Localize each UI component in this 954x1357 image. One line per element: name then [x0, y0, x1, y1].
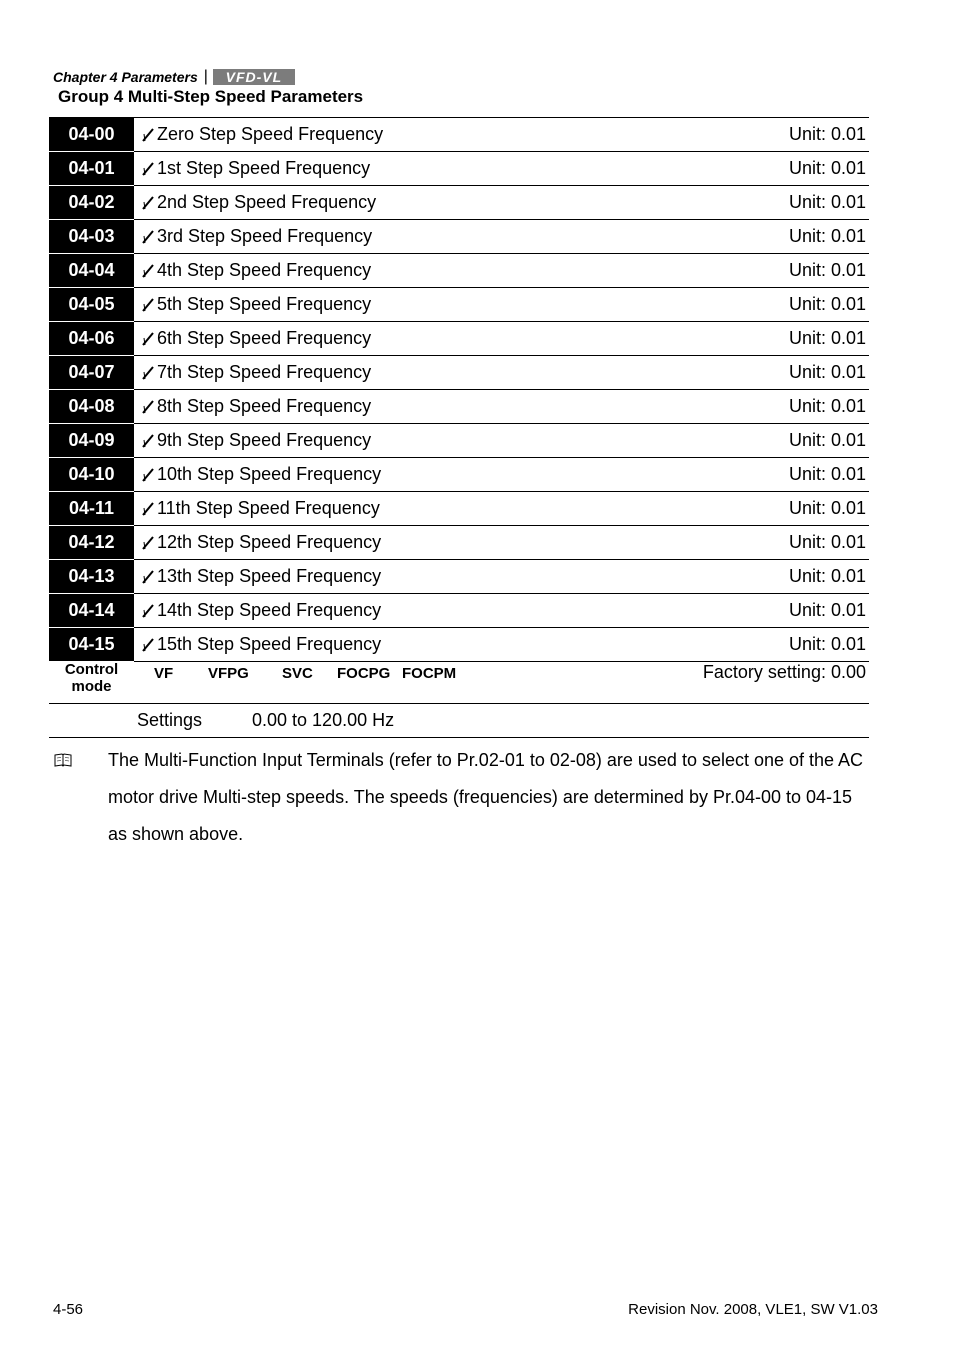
parameter-code: 04-07 — [49, 356, 134, 390]
pen-icon — [142, 434, 154, 448]
control-mode-row — [49, 656, 869, 704]
parameter-unit: Unit: 0.01 — [690, 186, 869, 220]
pen-icon — [142, 536, 154, 550]
parameter-name: 4th Step Speed Frequency — [157, 260, 372, 280]
settings-label: Settings — [137, 710, 203, 730]
parameter-unit: Unit: 0.01 — [690, 254, 869, 288]
table-row — [49, 526, 869, 560]
factory-setting: Factory setting: 0.00 — [702, 662, 866, 682]
table-row — [49, 220, 869, 254]
table-row — [49, 322, 869, 356]
parameter-name: 11th Step Speed Frequency — [157, 498, 380, 518]
parameter-name: 13th Step Speed Frequency — [157, 566, 382, 586]
parameter-name-cell — [134, 594, 690, 628]
parameter-code: 04-01 — [49, 152, 134, 186]
parameter-code: 04-15 — [49, 628, 134, 662]
mode-vf: VF — [154, 665, 174, 682]
parameter-name: 10th Step Speed Frequency — [157, 464, 382, 484]
parameter-name-cell — [134, 390, 690, 424]
parameter-unit: Unit: 0.01 — [690, 458, 869, 492]
table-row — [49, 254, 869, 288]
table-row — [49, 186, 869, 220]
mode-svc: SVC — [282, 665, 313, 682]
parameter-code: 04-14 — [49, 594, 134, 628]
pen-icon — [142, 400, 154, 414]
parameter-name: 8th Step Speed Frequency — [157, 396, 372, 416]
parameter-code: 04-09 — [49, 424, 134, 458]
mode-vfpg: VFPG — [208, 665, 249, 682]
parameter-unit: Unit: 0.01 — [690, 288, 869, 322]
table-row — [49, 118, 869, 152]
group-title: Group 4 Multi-Step Speed Parameters — [58, 87, 364, 106]
parameter-unit: Unit: 0.01 — [690, 356, 869, 390]
page-number: 4-56 — [53, 1301, 84, 1318]
pen-icon — [142, 298, 154, 312]
parameter-table — [49, 117, 869, 662]
parameter-name: 14th Step Speed Frequency — [157, 600, 382, 620]
parameter-code: 04-12 — [49, 526, 134, 560]
parameter-unit: Unit: 0.01 — [690, 628, 869, 662]
pen-icon — [142, 468, 154, 482]
parameter-name: 15th Step Speed Frequency — [157, 634, 382, 654]
parameter-name: 9th Step Speed Frequency — [157, 430, 372, 450]
parameter-name: 2nd Step Speed Frequency — [157, 192, 377, 212]
parameter-code: 04-03 — [49, 220, 134, 254]
parameter-name-cell — [134, 492, 690, 526]
note-text: The Multi-Function Input Terminals (refer to Pr.02-01 to 02-08) are used to select one of the AC motor drive Multi-step speeds. The speeds (frequencies) are determined by Pr.04-00 to 04-15 as shown above. — [108, 750, 864, 844]
parameter-unit: Unit: 0.01 — [690, 152, 869, 186]
table-row — [49, 152, 869, 186]
parameter-code: 04-00 — [49, 118, 134, 152]
parameter-name-cell — [134, 288, 690, 322]
settings-row — [49, 703, 869, 738]
parameter-name-cell — [134, 118, 690, 152]
parameter-name-cell — [134, 356, 690, 390]
pen-icon — [142, 128, 154, 142]
header-separator: | — [203, 68, 208, 85]
vfd-vl-logo: VFD-VL — [213, 69, 295, 85]
parameter-name-cell — [134, 152, 690, 186]
book-icon — [54, 753, 72, 767]
table-row — [49, 594, 869, 628]
parameter-name-cell — [134, 254, 690, 288]
parameter-unit: Unit: 0.01 — [690, 424, 869, 458]
mode-focpg: FOCPG — [337, 665, 391, 682]
pen-icon — [142, 230, 154, 244]
pen-icon — [142, 366, 154, 380]
parameter-name: 7th Step Speed Frequency — [157, 362, 372, 382]
table-row — [49, 356, 869, 390]
table-row — [49, 458, 869, 492]
parameter-name: 3rd Step Speed Frequency — [157, 226, 373, 246]
parameter-name-cell — [134, 322, 690, 356]
control-mode-label — [49, 661, 134, 695]
parameter-name: Zero Step Speed Frequency — [157, 124, 384, 144]
parameter-code: 04-04 — [49, 254, 134, 288]
table-row — [49, 288, 869, 322]
table-row — [49, 390, 869, 424]
parameter-name-cell — [134, 424, 690, 458]
parameter-name-cell — [134, 220, 690, 254]
parameter-unit: Unit: 0.01 — [690, 322, 869, 356]
revision-info: Revision Nov. 2008, VLE1, SW V1.03 — [628, 1301, 878, 1318]
parameter-unit: Unit: 0.01 — [690, 492, 869, 526]
chapter-header — [53, 68, 295, 86]
parameter-code: 04-02 — [49, 186, 134, 220]
chapter-title: Chapter 4 Parameters — [53, 69, 198, 85]
parameter-unit: Unit: 0.01 — [690, 220, 869, 254]
parameter-code: 04-11 — [49, 492, 134, 526]
pen-icon — [142, 162, 154, 176]
table-row — [49, 492, 869, 526]
parameter-unit: Unit: 0.01 — [690, 390, 869, 424]
parameter-name-cell — [134, 186, 690, 220]
parameter-unit: Unit: 0.01 — [690, 118, 869, 152]
parameter-unit: Unit: 0.01 — [690, 560, 869, 594]
parameter-name-cell — [134, 526, 690, 560]
control-label-line1: Control — [64, 661, 119, 678]
parameter-name: 12th Step Speed Frequency — [157, 532, 382, 552]
parameter-name-cell — [134, 560, 690, 594]
table-row — [49, 424, 869, 458]
parameter-name: 5th Step Speed Frequency — [157, 294, 372, 314]
parameter-name-cell — [134, 458, 690, 492]
parameter-code: 04-10 — [49, 458, 134, 492]
pen-icon — [142, 196, 154, 210]
pen-icon — [142, 638, 154, 652]
mode-focpm: FOCPM — [402, 665, 457, 682]
settings-value: 0.00 to 120.00 Hz — [252, 710, 395, 730]
control-label-line2: mode — [71, 678, 112, 695]
parameter-unit: Unit: 0.01 — [690, 594, 869, 628]
pen-icon — [142, 604, 154, 618]
pen-icon — [142, 570, 154, 584]
parameter-name: 1st Step Speed Frequency — [157, 158, 371, 178]
pen-icon — [142, 332, 154, 346]
pen-icon — [142, 264, 154, 278]
parameter-code: 04-06 — [49, 322, 134, 356]
parameter-code: 04-13 — [49, 560, 134, 594]
parameter-code: 04-05 — [49, 288, 134, 322]
parameter-name: 6th Step Speed Frequency — [157, 328, 372, 348]
table-row — [49, 560, 869, 594]
pen-icon — [142, 502, 154, 516]
parameter-code: 04-08 — [49, 390, 134, 424]
parameter-unit: Unit: 0.01 — [690, 526, 869, 560]
